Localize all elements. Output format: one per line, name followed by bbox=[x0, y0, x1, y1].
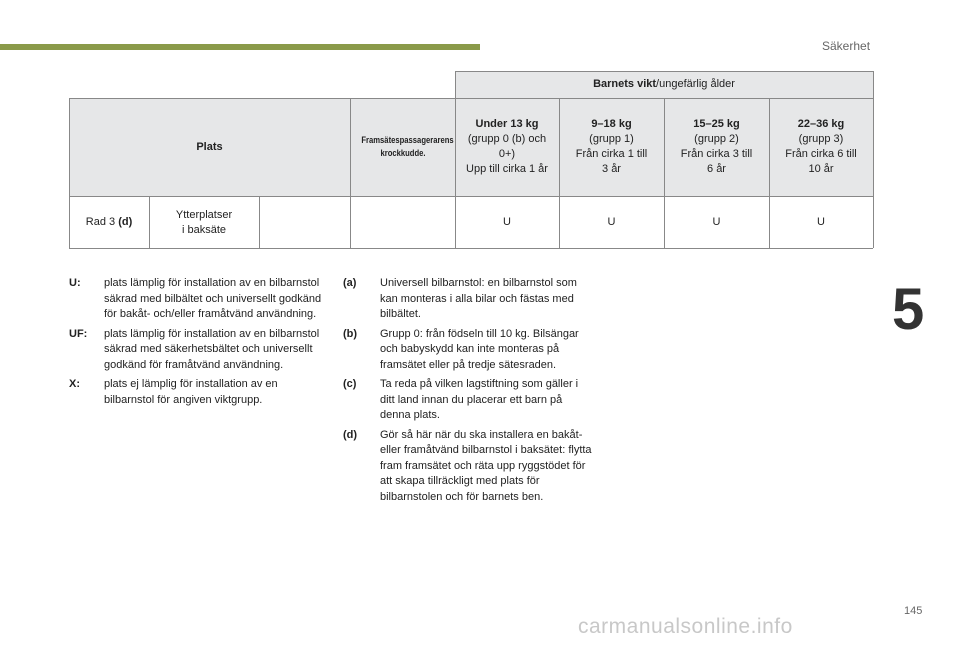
note-key: (b) bbox=[343, 327, 358, 340]
seat-description bbox=[149, 196, 259, 248]
legend-key: X: bbox=[69, 378, 80, 390]
row-note: (d) bbox=[118, 215, 133, 228]
weight-line: Upp till cirka 1 år bbox=[466, 163, 548, 175]
weight-line: 10 år bbox=[808, 163, 834, 175]
watermark: carmanualsonline.info bbox=[578, 615, 793, 638]
grid-line bbox=[350, 98, 351, 248]
note-d bbox=[343, 428, 595, 506]
weight-group-header bbox=[455, 71, 873, 98]
weight-line: (grupp 2) bbox=[694, 133, 739, 145]
value-cell: U bbox=[607, 215, 616, 228]
note-a bbox=[343, 276, 595, 323]
legend-key: U: bbox=[69, 277, 81, 289]
header-weight-1 bbox=[559, 98, 664, 196]
grid-line bbox=[664, 98, 665, 248]
legend-left bbox=[69, 276, 327, 412]
page-number: 145 bbox=[904, 605, 923, 617]
header-plats: Plats bbox=[69, 98, 350, 196]
chapter-number: 5 bbox=[892, 277, 925, 342]
grid-line bbox=[69, 98, 873, 99]
weight-line: 6 år bbox=[707, 163, 726, 175]
grid-line bbox=[69, 196, 873, 197]
grid-line bbox=[455, 71, 456, 248]
legend-text: plats ej lämplig för installation av en bilbarnstol för angiven viktgrupp. bbox=[104, 378, 278, 406]
header-airbag bbox=[350, 98, 455, 196]
grid-line bbox=[149, 196, 150, 248]
weight-line: Från cirka 3 till bbox=[680, 148, 753, 160]
grid-line bbox=[69, 248, 873, 249]
weight-line: 3 år bbox=[602, 163, 621, 175]
note-b bbox=[343, 327, 595, 374]
weight-line: Från cirka 1 till bbox=[575, 148, 648, 160]
weight-line: 0+) bbox=[498, 148, 516, 160]
value-cell: U bbox=[817, 215, 825, 228]
header-weight-0 bbox=[455, 98, 559, 196]
value-cell: U bbox=[503, 215, 511, 228]
legend-entry-x bbox=[69, 377, 327, 408]
weight-line: (grupp 3) bbox=[798, 133, 844, 145]
weight-bold-0: Under 13 kg bbox=[475, 118, 539, 130]
weight-bold-1: 9–18 kg bbox=[591, 118, 632, 130]
top-accent-bar bbox=[0, 44, 480, 50]
legend-key: UF: bbox=[69, 327, 88, 340]
grid-line bbox=[559, 98, 560, 248]
grid-line bbox=[769, 98, 770, 248]
grid-line bbox=[873, 71, 874, 248]
group-header-rest: /ungefärlig ålder bbox=[656, 78, 735, 90]
note-key: (d) bbox=[343, 428, 358, 441]
legend-entry-uf bbox=[69, 327, 327, 374]
legend-entry-u bbox=[69, 276, 327, 323]
seat-line: i baksäte bbox=[181, 224, 227, 236]
note-text: Universell bilbarnstol: en bilbarnstol som kan monteras i alla bilar och fästas med bilbältet. bbox=[380, 277, 577, 320]
legend-text: plats lämplig för installation av en bilbarnstol säkrad med bilbältet och universellt godkänd för bakåt- och/eller framåtvänd användning. bbox=[104, 277, 322, 320]
weight-line: Från cirka 6 till bbox=[785, 148, 857, 160]
note-key: (a) bbox=[343, 277, 357, 289]
note-text: Gör så här när du ska installera en bakåt- eller framåtvänd bilbarnstol i baksätet: flytta fram framsätet och räta upp ryggstödet för att skapa tillräckligt med plats för bilbarnstolen och för barnets ben. bbox=[380, 428, 592, 503]
grid-line bbox=[259, 196, 260, 248]
weight-bold-3: 22–36 kg bbox=[797, 118, 845, 130]
legend-right bbox=[343, 276, 595, 509]
note-c bbox=[343, 377, 595, 424]
header-weight-3 bbox=[769, 98, 873, 196]
section-title: Säkerhet bbox=[822, 39, 871, 53]
note-text: Ta reda på vilken lagstiftning som gäller i ditt land innan du placerar ett barn på denna plats. bbox=[380, 378, 579, 421]
value-cell: U bbox=[712, 215, 721, 228]
row-label-text: Rad 3 bbox=[85, 215, 116, 228]
group-header-bold: Barnets vikt bbox=[593, 78, 657, 90]
grid-line bbox=[455, 71, 873, 72]
weight-bold-2: 15–25 kg bbox=[693, 118, 740, 130]
weight-line: (grupp 0 (b) och bbox=[467, 133, 547, 145]
seat-line: Ytterplatser bbox=[175, 209, 233, 221]
grid-line bbox=[69, 98, 70, 248]
note-key: (c) bbox=[343, 378, 357, 390]
airbag-label: Framsätespassagerarens krockkudde. bbox=[360, 135, 454, 158]
legend-text: plats lämplig för installation av en bilbarnstol säkrad med säkerhetsbältet och universellt godkänd för framåtvänd användning. bbox=[104, 327, 320, 371]
row-label bbox=[69, 196, 149, 248]
note-text: Grupp 0: från födseln till 10 kg. Bilsängar och babyskydd kan inte monteras på framsätet eller på tredje sätesraden. bbox=[380, 327, 579, 371]
weight-line: (grupp 1) bbox=[589, 133, 634, 145]
header-weight-2 bbox=[664, 98, 769, 196]
